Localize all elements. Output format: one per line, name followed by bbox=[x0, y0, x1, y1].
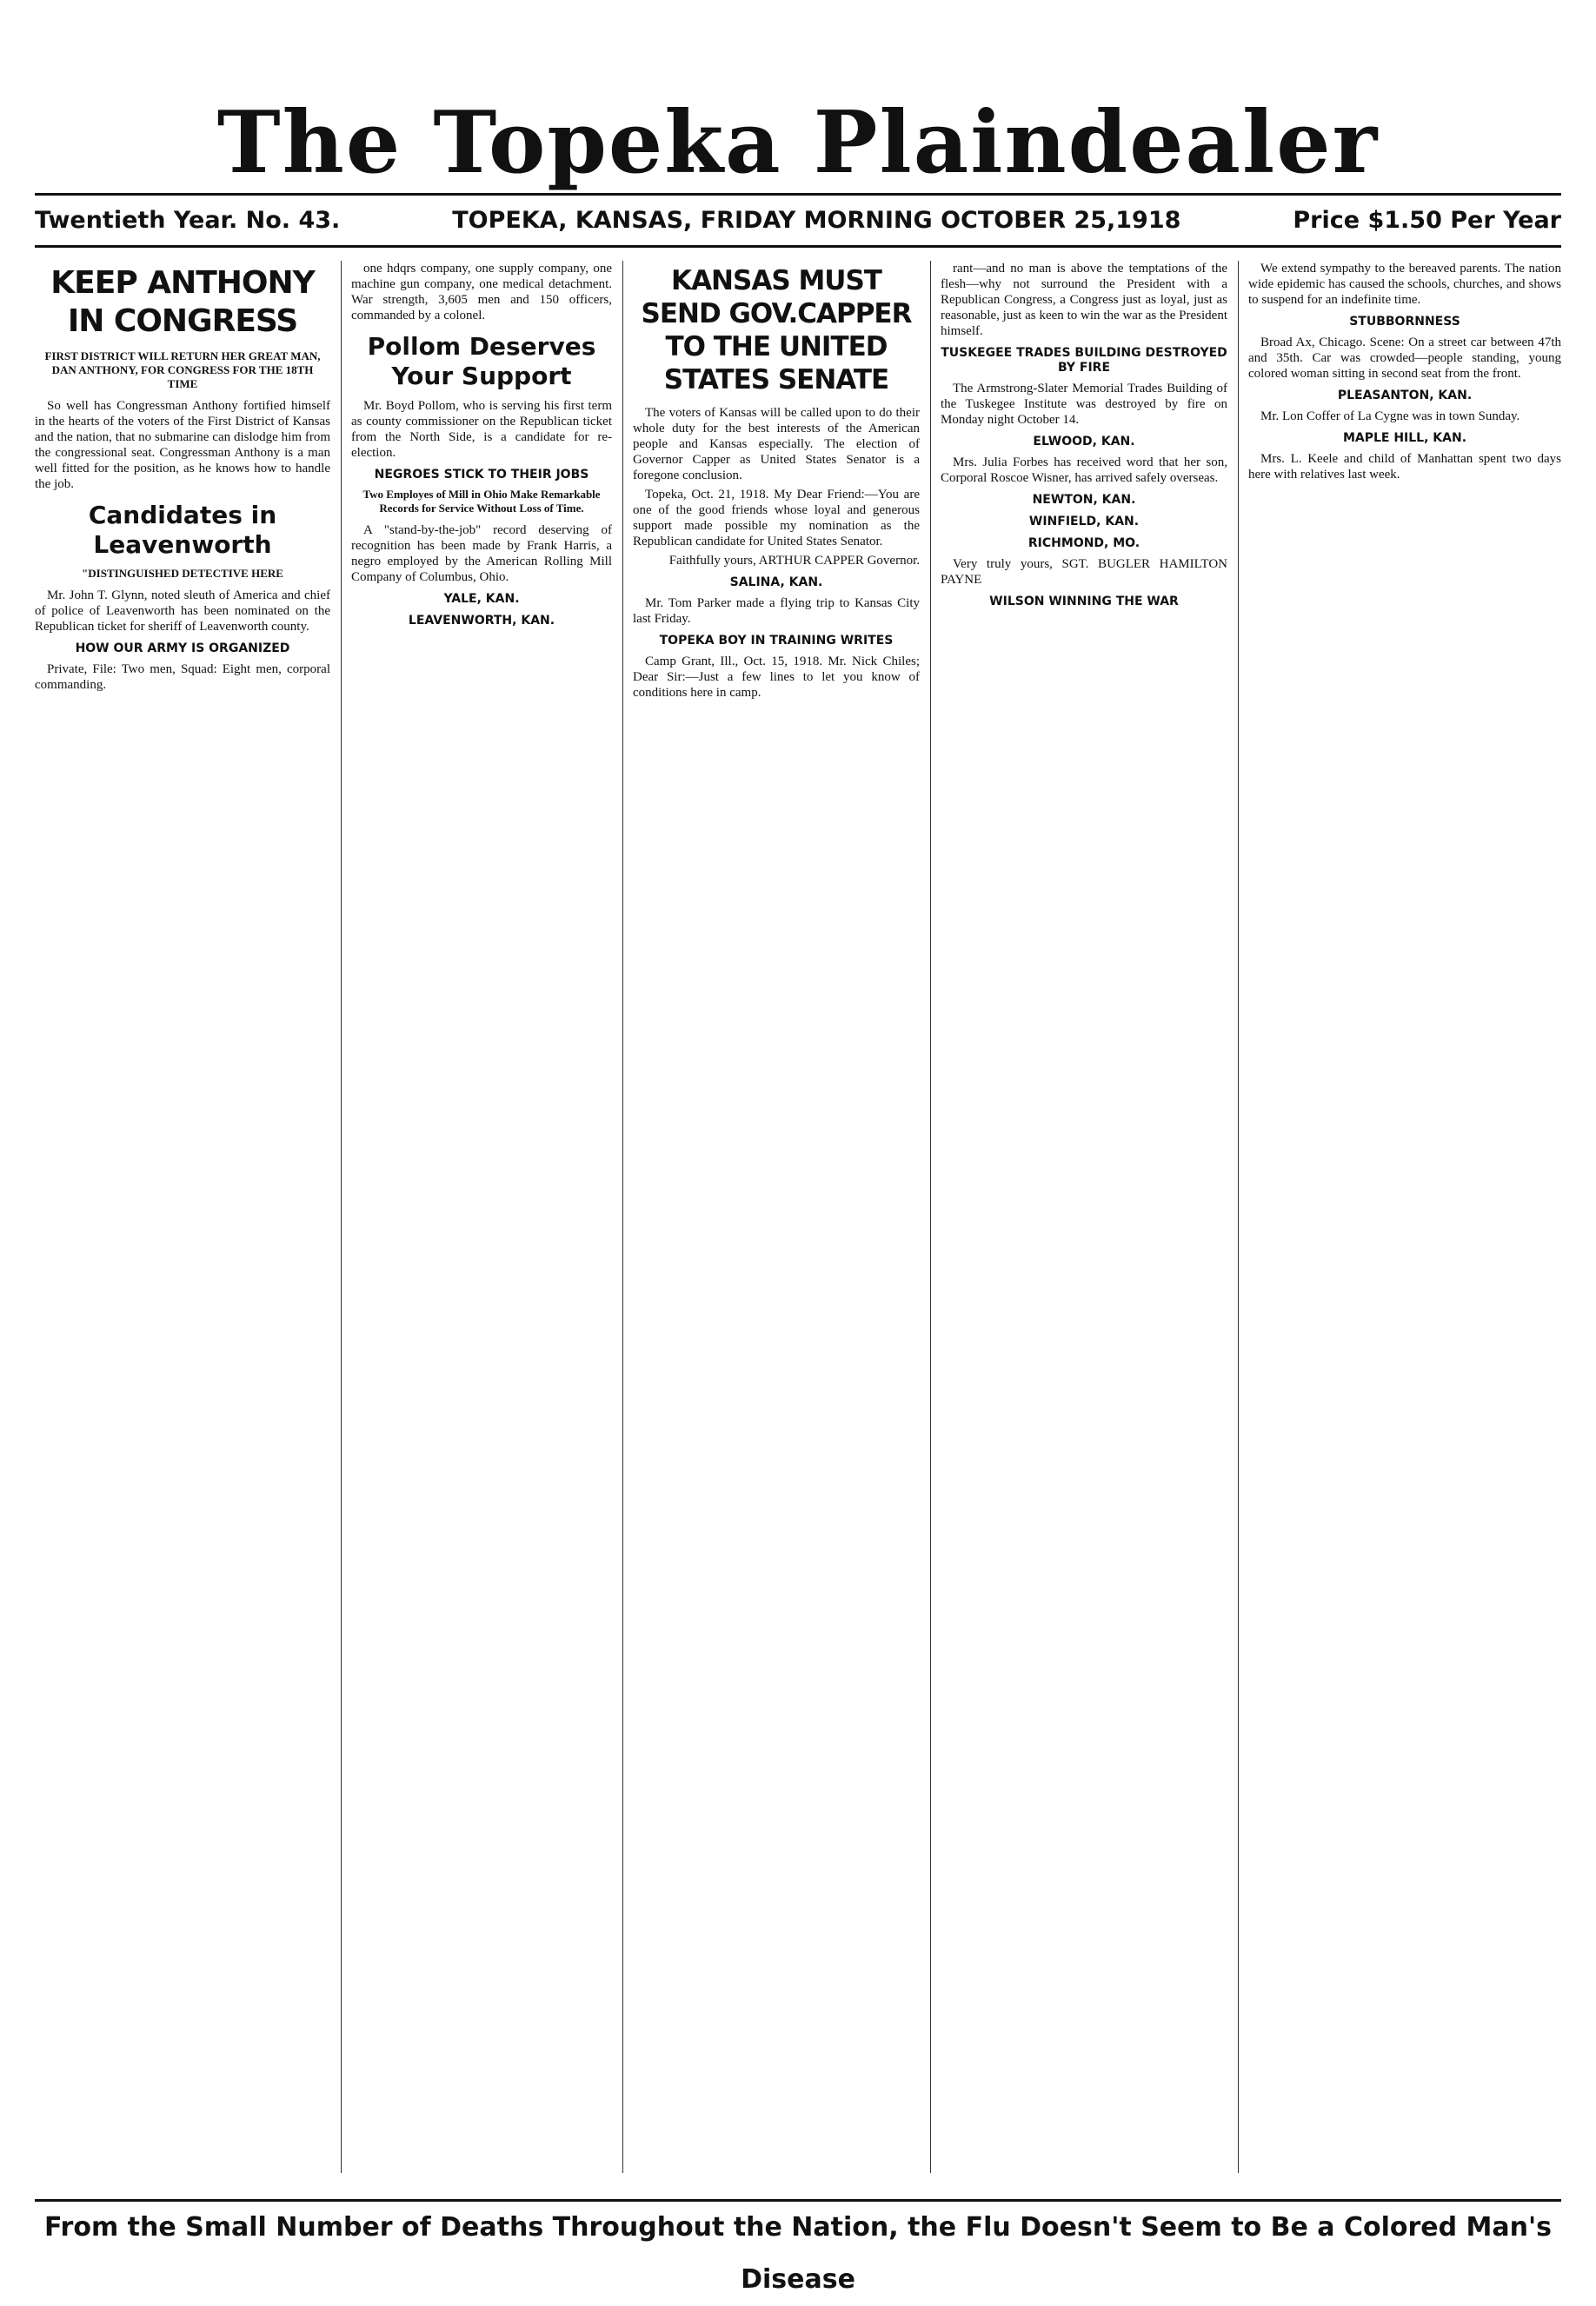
column-divider bbox=[622, 261, 623, 2173]
article-army-text: Private, File: Two men, Squad: Eight men, corporal commanding. bbox=[35, 662, 330, 692]
headline-yale-kan: YALE, KAN. bbox=[443, 592, 520, 606]
headline-maple-hill-kan: MAPLE HILL, KAN. bbox=[1342, 431, 1467, 445]
capper-letter-text: Topeka, Oct. 21, 1918. My Dear Friend:—You are one of the good friends whose loyal and generous support made possible my nomination as the Republican candidate for United States Senator. bbox=[633, 488, 920, 548]
headline-newton-kan: NEWTON, KAN. bbox=[1032, 493, 1136, 507]
dateline-bar bbox=[35, 198, 1561, 242]
topeka-boy-letter: Camp Grant, Ill., Oct. 15, 1918. Mr. Nick Chiles; Dear Sir:—Just a few lines to let you know of conditions here in camp. bbox=[633, 655, 920, 700]
headline-keep-anthony: KEEP ANTHONY IN CONGRESS bbox=[50, 265, 315, 339]
article-anthony-text: So well has Congressman Anthony fortified himself in the hearts of the voters of the First District of Kansas and the nation, that no submarine can dislodge him from the congressional seat. Congressman Anthony is a man well fitted for the position, as he knows how to handle the job. bbox=[35, 399, 330, 491]
column-2 bbox=[351, 261, 612, 2173]
column-divider bbox=[930, 261, 931, 2173]
headline-capper-senate: KANSAS MUST SEND GOV.CAPPER TO THE UNITED STATES SENATE bbox=[641, 265, 912, 395]
headline-wilson-winning: WILSON WINNING THE WAR bbox=[989, 595, 1179, 608]
article-jobs-text: A "stand-by-the-job" record deserving of recognition has been made by Frank Harris, a negro employed by the American Rolling Mill Company of Columbus, Ohio. bbox=[351, 523, 612, 584]
headline-leavenworth-kan: LEAVENWORTH, KAN. bbox=[408, 614, 555, 628]
headline-winfield-kan: WINFIELD, KAN. bbox=[1028, 515, 1140, 528]
headline-tuskegee-fire: TUSKEGEE TRADES BUILDING DESTROYED BY FIRE bbox=[941, 346, 1227, 375]
headline-salina-kan: SALINA, KAN. bbox=[729, 575, 823, 589]
maple-hill-news-text: Mrs. L. Keele and child of Manhattan spent two days here with relatives last week. bbox=[1248, 452, 1561, 482]
deck-mill-employes: Two Employes of Mill in Ohio Make Remarkable Records for Service Without Loss of Time. bbox=[362, 488, 601, 515]
article-capper-continued: rant—and no man is above the temptations of the flesh—why not surround the President with a Republican Congress, a Congress just as loyal, just as reasonable, just as keen to win the war as the President himself. bbox=[941, 262, 1227, 338]
column-1 bbox=[35, 261, 330, 2173]
footer-banner: From the Small Number of Deaths Throughout the Nation, the Flu Doesn't Seem to Be a Colored Man's Disease bbox=[35, 2199, 1561, 2254]
headline-stubbornness: STUBBORNNESS bbox=[1349, 315, 1460, 329]
headline-leavenworth-candidates: Candidates in Leavenworth bbox=[88, 501, 277, 559]
headline-pleasanton-kan: PLEASANTON, KAN. bbox=[1337, 389, 1473, 402]
headline-richmond-mo: RICHMOND, MO. bbox=[1027, 536, 1140, 550]
column-3 bbox=[633, 261, 920, 2173]
column-divider bbox=[1238, 261, 1239, 2173]
payne-letter-signature: Very truly yours, SGT. BUGLER HAMILTON PAYNE bbox=[941, 557, 1227, 587]
volume-number: Twentieth Year. No. 43. bbox=[35, 206, 341, 234]
headline-army-organized: HOW OUR ARMY IS ORGANIZED bbox=[75, 641, 290, 655]
salina-news-text: Mr. Tom Parker made a flying trip to Kansas City last Friday. bbox=[633, 596, 920, 626]
deck-detective: "DISTINGUISHED DETECTIVE HERE bbox=[82, 567, 283, 580]
masthead-title: The Topeka Plaindealer bbox=[216, 93, 1380, 193]
headline-negroes-jobs: NEGROES STICK TO THEIR JOBS bbox=[374, 468, 589, 482]
stubbornness-text: Broad Ax, Chicago. Scene: On a street car between 47th and 35th. Car was crowded—people standing, young colored woman sitting in second seat from the front. bbox=[1248, 336, 1561, 381]
deck-anthony: FIRST DISTRICT WILL RETURN HER GREAT MAN, DAN ANTHONY, FOR CONGRESS FOR THE 18TH TIME bbox=[44, 349, 321, 390]
column-5 bbox=[1248, 261, 1561, 2173]
headline-elwood-kan: ELWOOD, KAN. bbox=[1033, 435, 1135, 449]
pleasanton-news-text: Mr. Lon Coffer of La Cygne was in town Sunday. bbox=[1260, 409, 1520, 423]
sympathy-text: We extend sympathy to the bereaved parents. The nation wide epidemic has caused the schools, churches, and shows to suspend for an indefinite time. bbox=[1248, 262, 1561, 307]
tuskegee-article-text: The Armstrong-Slater Memorial Trades Building of the Tuskegee Institute was destroyed by fire on Monday night October 14. bbox=[941, 382, 1227, 427]
headline-topeka-boy: TOPEKA BOY IN TRAINING WRITES bbox=[659, 634, 894, 648]
headline-pollom: Pollom Deserves Your Support bbox=[367, 332, 596, 390]
place-date: TOPEKA, KANSAS, FRIDAY MORNING OCTOBER 25,1918 bbox=[452, 206, 1181, 234]
article-capper-text: The voters of Kansas will be called upon to do their whole duty for the best interests of the American people and Kansas especially. The election of Governor Capper as United States Senator is a foregone conclusion. bbox=[633, 406, 920, 482]
masthead-rule-top bbox=[35, 193, 1561, 196]
capper-signature: Faithfully yours, ARTHUR CAPPER Governor. bbox=[668, 554, 920, 568]
subscription-price: Price $1.50 Per Year bbox=[1293, 206, 1561, 234]
article-pollom-text: Mr. Boyd Pollom, who is serving his first term as county commissioner on the Republican ticket from the North Side, is a candidate for re-election. bbox=[351, 399, 612, 460]
article-army-continued: one hdqrs company, one supply company, one machine gun company, one medical detachment. War strength, 3,605 men and 150 officers, commanded by a colonel. bbox=[351, 262, 612, 322]
column-4 bbox=[941, 261, 1227, 2173]
column-divider bbox=[341, 261, 342, 2173]
article-glynn-text: Mr. John T. Glynn, noted sleuth of America and chief of police of Leavenworth has been nominated on the Republican ticket for sheriff of Leavenworth county. bbox=[35, 588, 330, 634]
masthead-rule-bottom bbox=[35, 245, 1561, 248]
elwood-news-text: Mrs. Julia Forbes has received word that her son, Corporal Roscoe Wisner, has arrived safely overseas. bbox=[941, 455, 1227, 485]
